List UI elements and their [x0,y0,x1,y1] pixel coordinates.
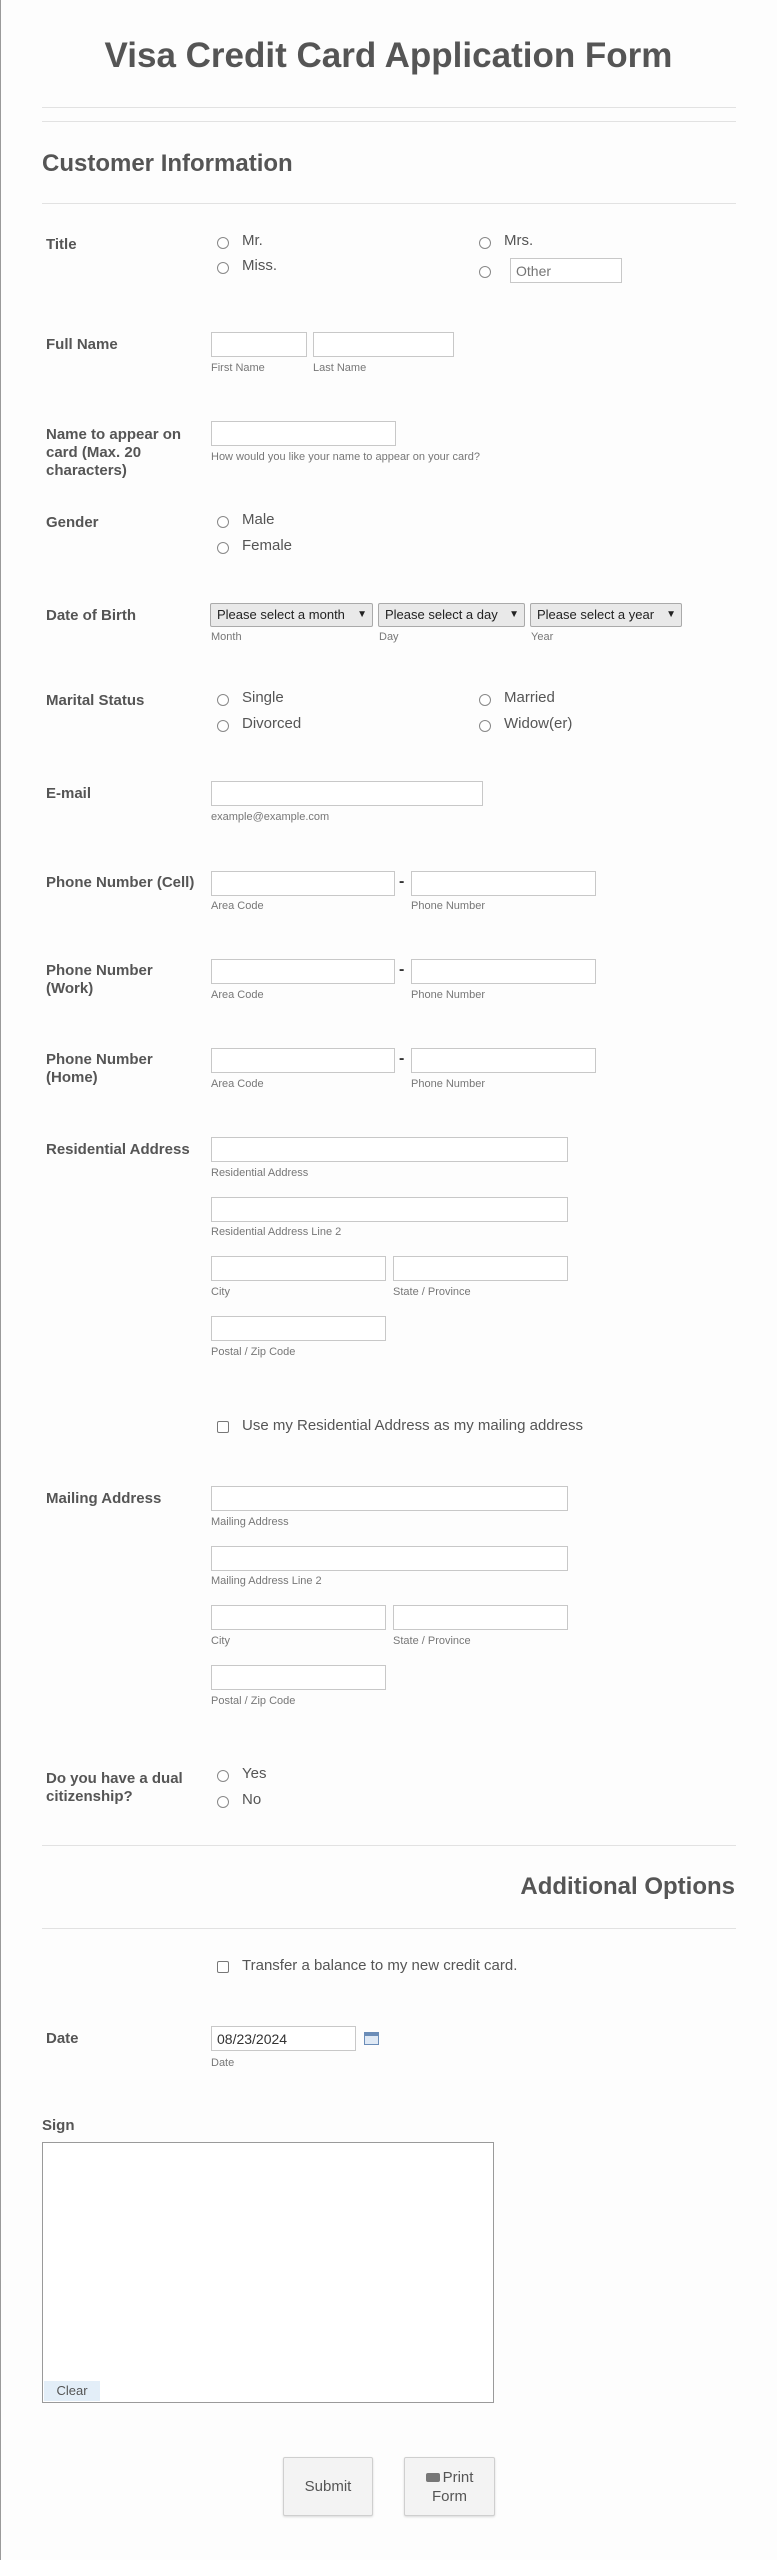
mailing-state-input[interactable] [393,1605,568,1630]
phone-home-area-input[interactable] [211,1048,395,1073]
mailing-city-sublabel: City [211,1635,230,1647]
residential-line2-sublabel: Residential Address Line 2 [211,1226,342,1238]
card-name-label: Name to appear on card (Max. 20 characters) [46,426,182,479]
gender-label: Gender [46,514,99,531]
chevron-down-icon: ▼ [357,609,367,620]
dob-month-value: Please select a month [217,607,345,622]
phone-cell-number-input[interactable] [411,871,596,896]
dob-label: Date of Birth [46,607,136,624]
radio-male[interactable] [217,516,229,528]
residential-state-sublabel: State / Province [393,1286,471,1298]
divider [42,121,736,122]
option-male-label: Male [242,511,275,528]
option-yes-label: Yes [242,1765,267,1782]
date-label: Date [46,2030,79,2047]
mailing-line1-input[interactable] [211,1486,568,1511]
print-form-button[interactable] [404,2457,495,2516]
email-label: E-mail [46,785,92,802]
residential-postal-sublabel: Postal / Zip Code [211,1346,296,1358]
option-divorced-label: Divorced [242,715,302,732]
first-name-input[interactable] [211,332,307,357]
area-code-sublabel: Area Code [211,989,264,1001]
signature-pad[interactable] [42,2142,494,2403]
divider [42,203,736,204]
radio-other[interactable] [479,266,491,278]
phone-work-area-input[interactable] [211,959,395,984]
dob-month-sublabel: Month [211,631,242,643]
mailing-city-input[interactable] [211,1605,386,1630]
submit-button[interactable]: Submit [283,2457,373,2516]
phone-number-sublabel: Phone Number [411,1078,485,1090]
last-name-sublabel: Last Name [313,362,367,374]
option-mr-label: Mr. [242,232,263,249]
option-no-label: No [242,1791,262,1808]
mailing-line2-input[interactable] [211,1546,568,1571]
date-input[interactable] [211,2026,356,2051]
dob-year-select[interactable] [530,603,682,627]
marital-label: Marital Status [46,692,145,709]
residential-state-input[interactable] [393,1256,568,1281]
mailing-state-sublabel: State / Province [393,1635,471,1647]
option-single-label: Single [242,689,284,706]
dob-day-value: Please select a day [385,607,498,622]
card-name-input[interactable] [211,421,396,446]
email-input[interactable] [211,781,483,806]
clear-signature-button[interactable]: Clear [44,2381,100,2401]
residential-city-input[interactable] [211,1256,386,1281]
chevron-down-icon: ▼ [509,609,519,620]
printer-icon [426,2473,440,2482]
phone-cell-label: Phone Number (Cell) [46,874,195,891]
dob-day-sublabel: Day [379,631,399,643]
chevron-down-icon: ▼ [666,609,676,620]
phone-home-number-input[interactable] [411,1048,596,1073]
use-residential-checkbox[interactable] [217,1421,229,1433]
card-name-hint: How would you like your name to appear on your card? [211,451,481,463]
last-name-input[interactable] [313,332,454,357]
residential-line1-input[interactable] [211,1137,568,1162]
phone-dash: - [399,873,405,890]
form-title: Visa Credit Card Application Form [104,36,673,75]
radio-mrs[interactable] [479,237,491,249]
radio-divorced[interactable] [217,720,229,732]
option-miss-label: Miss. [242,257,277,274]
title-other-input[interactable] [510,258,622,283]
residential-line2-input[interactable] [211,1197,568,1222]
mailing-line1-sublabel: Mailing Address [211,1516,289,1528]
dual-citizenship-label: Do you have a dual citizenship? [46,1770,183,1805]
phone-number-sublabel: Phone Number [411,900,485,912]
phone-dash: - [399,961,405,978]
residential-address-label: Residential Address [46,1141,190,1158]
radio-widower[interactable] [479,720,491,732]
full-name-label: Full Name [46,336,118,353]
phone-cell-area-input[interactable] [211,871,395,896]
area-code-sublabel: Area Code [211,1078,264,1090]
divider [42,1928,736,1929]
phone-dash: - [399,1050,405,1067]
radio-married[interactable] [479,694,491,706]
email-hint: example@example.com [211,811,330,823]
mailing-postal-input[interactable] [211,1665,386,1690]
dob-year-sublabel: Year [531,631,554,643]
mailing-address-label: Mailing Address [46,1490,162,1507]
option-widower-label: Widow(er) [504,715,573,732]
phone-number-sublabel: Phone Number [411,989,485,1001]
radio-no[interactable] [217,1796,229,1808]
radio-miss[interactable] [217,262,229,274]
print-form-label: Print Form [432,2468,474,2505]
divider [42,107,736,108]
option-mrs-label: Mrs. [504,232,534,249]
option-married-label: Married [504,689,555,706]
divider [42,1845,736,1846]
transfer-balance-checkbox[interactable] [217,1961,229,1973]
residential-line1-sublabel: Residential Address [211,1167,309,1179]
transfer-balance-label: Transfer a balance to my new credit card. [242,1957,518,1974]
radio-single[interactable] [217,694,229,706]
radio-female[interactable] [217,542,229,554]
mailing-postal-sublabel: Postal / Zip Code [211,1695,296,1707]
radio-yes[interactable] [217,1770,229,1782]
residential-postal-input[interactable] [211,1316,386,1341]
left-border [0,0,1,2560]
phone-work-number-input[interactable] [411,959,596,984]
option-female-label: Female [242,537,293,554]
dob-day-select[interactable] [378,603,525,627]
dob-year-value: Please select a year [537,607,655,622]
phone-home-label: Phone Number (Home) [46,1051,153,1086]
phone-work-label: Phone Number (Work) [46,962,153,997]
dob-month-select[interactable] [210,603,373,627]
first-name-sublabel: First Name [211,362,265,374]
area-code-sublabel: Area Code [211,900,264,912]
section-customer-information: Customer Information [42,150,293,177]
sign-label: Sign [42,2117,75,2134]
mailing-line2-sublabel: Mailing Address Line 2 [211,1575,322,1587]
date-sublabel: Date [211,2057,235,2069]
radio-mr[interactable] [217,237,229,249]
residential-city-sublabel: City [211,1286,230,1298]
title-label: Title [46,236,77,253]
section-additional-options: Additional Options [520,1873,735,1900]
use-residential-label: Use my Residential Address as my mailing address [242,1417,583,1434]
calendar-icon[interactable] [364,2032,379,2045]
